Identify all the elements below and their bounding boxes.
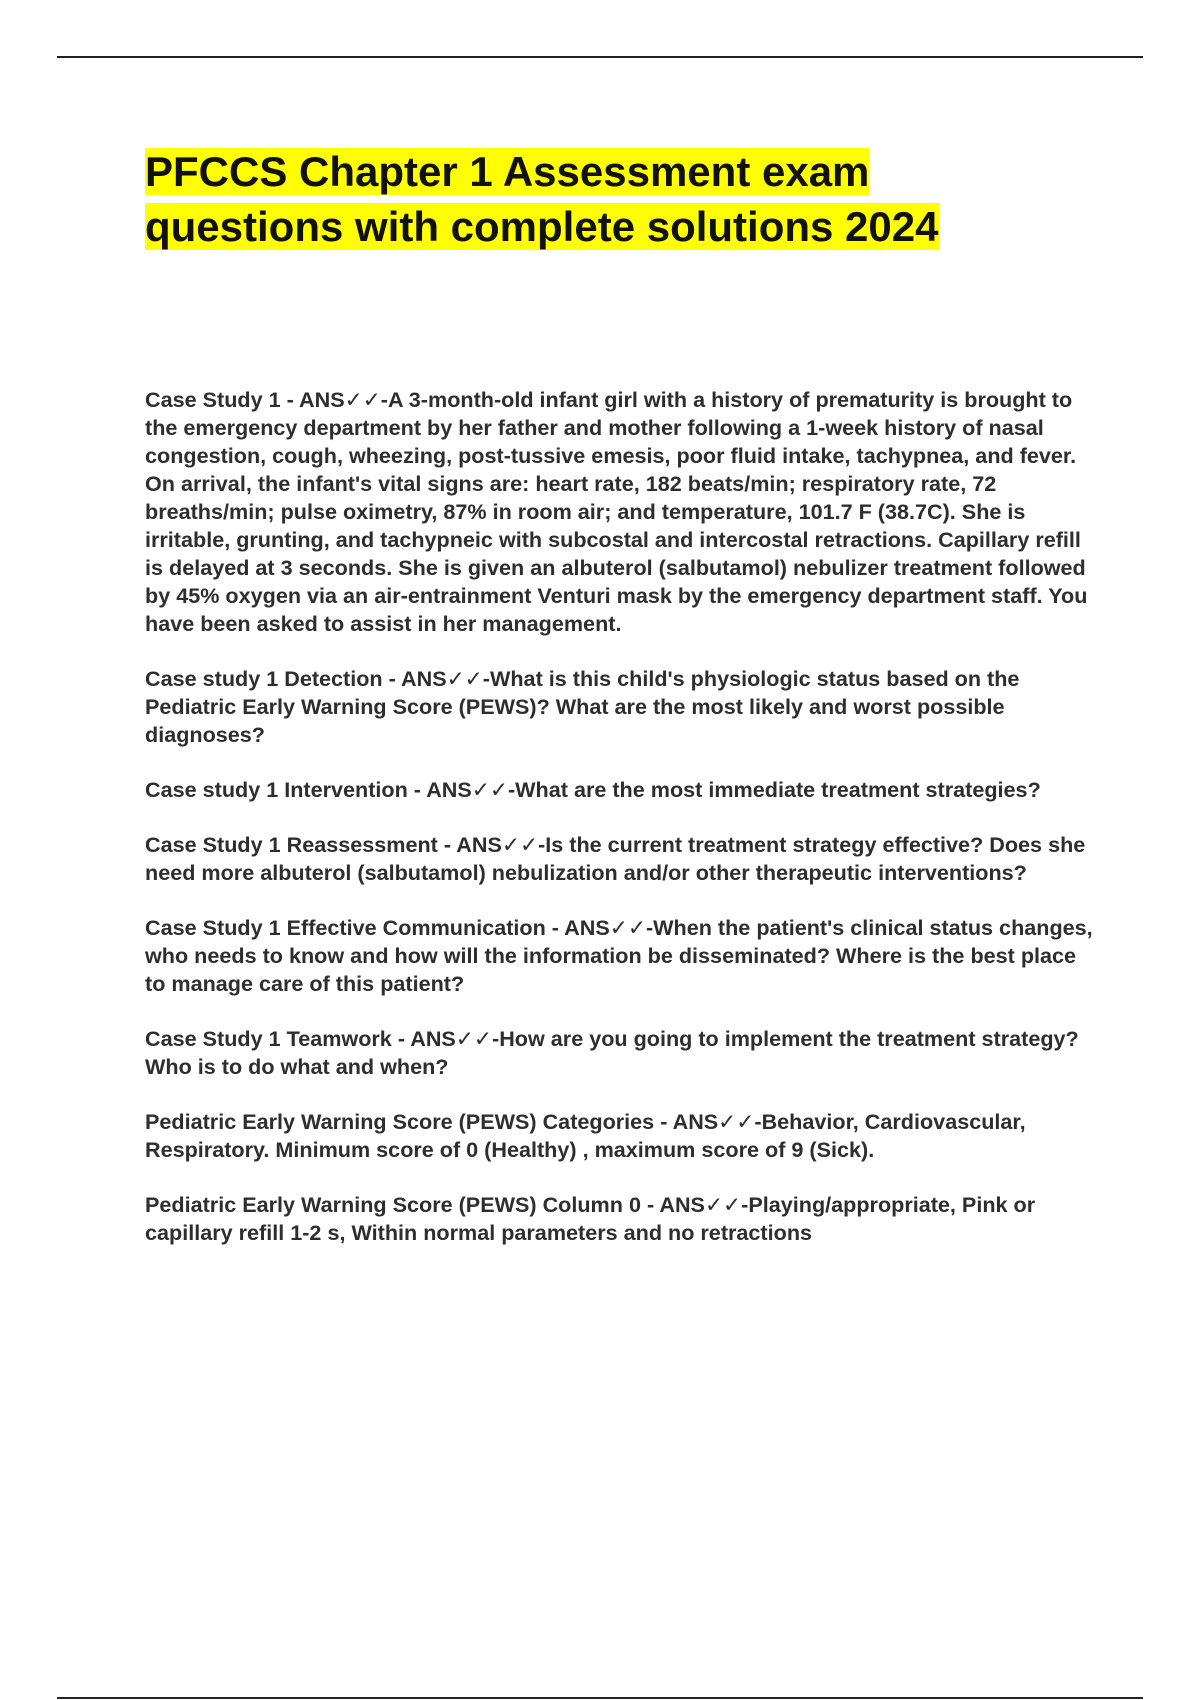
qa-item xyxy=(145,386,1095,638)
qa-term: Pediatric Early Warning Score (PEWS) Column 0 xyxy=(145,1192,641,1217)
qa-separator: - xyxy=(640,1192,660,1217)
qa-answer-marker: ANS✓✓- xyxy=(456,832,546,857)
qa-answer-marker: ANS✓✓- xyxy=(659,1192,749,1217)
qa-answer: What are the most immediate treatment strategies? xyxy=(515,777,1041,802)
qa-item xyxy=(145,1191,1095,1247)
qa-answer: Is the current treatment strategy effective? Does she need more albuterol (salbutamol) nebulization and/or other therapeutic interventions? xyxy=(145,832,1086,885)
qa-term: Pediatric Early Warning Score (PEWS) Categories xyxy=(145,1109,655,1134)
qa-answer-marker: ANS✓✓- xyxy=(299,387,388,412)
qa-answer-marker: ANS✓✓- xyxy=(426,777,516,802)
qa-separator: - xyxy=(382,666,401,691)
bottom-rule xyxy=(57,1697,1143,1699)
qa-answer-marker: ANS✓✓- xyxy=(401,666,490,691)
top-rule xyxy=(57,56,1143,58)
qa-answer: What is this child's physiologic status based on the Pediatric Early Warning Score (PEWS)? What are the most likely and worst possible diagnoses? xyxy=(145,666,1020,747)
qa-term: Case study 1 Detection xyxy=(145,666,383,691)
qa-item xyxy=(145,831,1095,887)
qa-term: Case Study 1 Teamwork xyxy=(145,1026,392,1051)
qa-item xyxy=(145,1108,1095,1164)
qa-item xyxy=(145,1025,1095,1081)
qa-item xyxy=(145,665,1095,749)
qa-item xyxy=(145,776,1095,804)
qa-separator: - xyxy=(280,387,300,412)
qa-answer: How are you going to implement the treatment strategy? Who is to do what and when? xyxy=(145,1026,1079,1079)
qa-separator: - xyxy=(437,832,457,857)
qa-answer: When the patient's clinical status changes, who needs to know and how will the information be disseminated? Where is the best place to manage care of this patient? xyxy=(145,915,1093,996)
qa-separator: - xyxy=(654,1109,673,1134)
qa-item xyxy=(145,914,1095,998)
qa-term: Case study 1 Intervention xyxy=(145,777,408,802)
qa-separator: - xyxy=(545,915,565,940)
qa-term: Case Study 1 Reassessment xyxy=(145,832,438,857)
document-title-text: PFCCS Chapter 1 Assessment exam questions with complete solutions 2024 xyxy=(145,148,939,250)
qa-answer: A 3-month-old infant girl with a history of prematurity is brought to the emergency department by her father and mother following a 1-week history of nasal congestion, cough, wheezing, post-tussive emesis, poor fluid intake, tachypnea, and fever. On arrival, the infant's vital signs are: heart rate, 182 beats/min; respiratory rate, 72 breaths/min; pulse oximetry, 87% in room air; and temperature, 101.7 F (38.7C). She is irritable, grunting, and tachypneic with subcostal and intercostal retractions. Capillary refill is delayed at 3 seconds. She is given an albuterol (salbutamol) nebulizer treatment followed by 45% oxygen via an air-entrainment Venturi mask by the emergency department staff. You have been asked to assist in her management. xyxy=(145,387,1088,636)
qa-separator: - xyxy=(391,1026,411,1051)
qa-separator: - xyxy=(407,777,427,802)
qa-answer-marker: ANS✓✓- xyxy=(672,1109,762,1134)
document-title xyxy=(145,144,1045,254)
qa-answer-marker: ANS✓✓- xyxy=(564,915,654,940)
qa-list xyxy=(145,386,1095,1274)
title-block xyxy=(145,144,1045,254)
qa-answer: Playing/appropriate, Pink or capillary refill 1-2 s, Within normal parameters and no retractions xyxy=(145,1192,1036,1245)
qa-answer: Behavior, Cardiovascular, Respiratory. Minimum score of 0 (Healthy) , maximum score of 9 (Sick). xyxy=(145,1109,1026,1162)
qa-term: Case Study 1 Effective Communication xyxy=(145,915,546,940)
qa-term: Case Study 1 xyxy=(145,387,281,412)
qa-answer-marker: ANS✓✓- xyxy=(410,1026,500,1051)
